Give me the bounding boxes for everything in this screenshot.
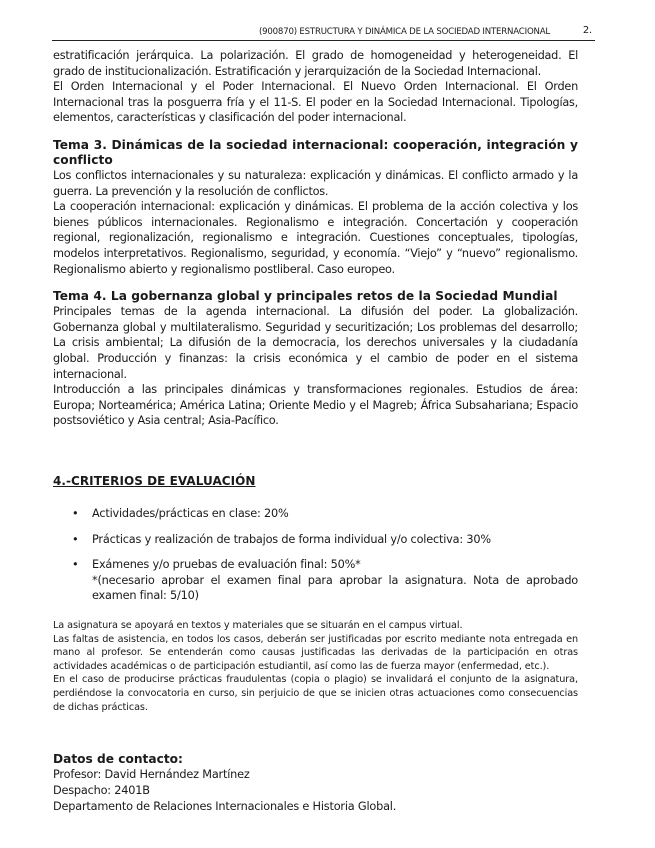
- contact-section: [53, 751, 578, 815]
- tema-4-paragraph-1: Principales temas de la agenda internacional. La difusión del poder. La globalización. Gobernanza global y multilateralismo. Seguridad y securitización; Los problemas del desarrollo; La crisis ambiental; La difusión de la democracia, los derechos universales y la ciudadanía global. Producción y finanzas: la crisis económica y el cambio de poder en el sistema internacional.: [53, 305, 578, 381]
- criterios-heading: 4.-CRITERIOS DE EVALUACIÓN: [53, 474, 256, 488]
- main-content: [53, 48, 578, 429]
- bullet-icon: •: [72, 532, 79, 546]
- note-faltas-asistencia: Las faltas de asistencia, en todos los casos, deberán ser justificadas por escrito mediante nota entregada en mano al profesor. Se entenderán como causas justificadas las derivadas de la participación en otras actividades académicas o de participación estudiantil, así como las de fuerza mayor (enfermedad, etc.).: [53, 633, 578, 672]
- contact-departamento: Departamento de Relaciones Internacionales e Historia Global.: [53, 800, 397, 813]
- header-title: (900870) ESTRUCTURA Y DINÁMICA DE LA SOCIEDAD INTERNACIONAL: [258, 27, 550, 37]
- tema-3-heading: Tema 3. Dinámicas de la sociedad internacional: cooperación, integración y conflicto: [53, 137, 578, 167]
- note-campus-virtual: La asignatura se apoyará en textos y materiales que se situarán en el campus virtual.: [53, 620, 463, 631]
- tema-4-paragraph-2: Introducción a las principales dinámicas y transformaciones regionales. Estudios de área: Europa; Norteamérica; América Latina; Oriente Medio y el Magreb; África Subsahariana; Espacio postsoviético y Asia central; Asia-Pacífico.: [53, 383, 578, 428]
- bullet-icon: •: [72, 507, 79, 520]
- tema-4-heading: Tema 4. La gobernanza global y principales retos de la Sociedad Mundial: [53, 289, 558, 304]
- criterio-text: Exámenes y/o pruebas de evaluación final: 50%*: [92, 558, 361, 572]
- contact-despacho: Despacho: 2401B: [53, 784, 150, 797]
- criterio-text: Actividades/prácticas en clase: 20%: [92, 507, 289, 520]
- criterio-text: Prácticas y realización de trabajos de forma individual y/o colectiva: 30%: [92, 532, 491, 546]
- contact-heading: Datos de contacto:: [53, 752, 183, 766]
- page-header: [52, 24, 595, 41]
- list-item: [72, 557, 578, 604]
- tema-3-paragraph-1: Los conflictos internacionales y su naturaleza: explicación y dinámicas. El conflicto armado y la guerra. La prevención y la resolución de conflictos.: [53, 168, 578, 198]
- contact-profesor: Profesor: David Hernández Martínez: [53, 768, 250, 781]
- intro-paragraph-2: El Orden Internacional y el Poder Internacional. El Nuevo Orden Internacional. El Orden Internacional tras la posguerra fría y el 11-S. El poder en la Sociedad Internacional. Tipologías, elementos, características y clasificación del poder internacional.: [53, 80, 578, 125]
- notes-section: [53, 619, 578, 714]
- list-item: [72, 532, 578, 548]
- list-item: [72, 506, 578, 522]
- criterios-list: [72, 506, 578, 614]
- page-number: 2.: [582, 25, 592, 36]
- tema-3-paragraph-2: La cooperación internacional: explicación y dinámicas. El problema de la acción colectiva y los bienes públicos internacionales. Regionalismo e integración. Concertación y cooperación regional, regionalización, regionalismo e integración. Cuestiones conceptuales, tipologías, modelos interpretativos. Regionalismo, seguridad, y economía. “Viejo” y “nuevo” regionalismo. Regionalismo abierto y regionalismo postliberal. Caso europeo.: [53, 200, 578, 276]
- bullet-icon: •: [72, 558, 79, 572]
- criterio-note: *(necesario aprobar el examen final para aprobar la asignatura. Nota de aprobado examen final: 5/10): [92, 573, 578, 603]
- intro-paragraph-1: estratificación jerárquica. La polarización. El grado de homogeneidad y heterogeneidad. El grado de institucionalización. Estratificación y jerarquización de la Sociedad Internacional.: [53, 49, 578, 78]
- note-practicas-fraudulentas: En el caso de producirse prácticas fraudulentas (copia o plagio) se invalidará el conjunto de la asignatura, perdiéndose la convocatoria en curso, sin perjuicio de que se inicien otras actuaciones como consecuencias de dichas prácticas.: [53, 674, 578, 713]
